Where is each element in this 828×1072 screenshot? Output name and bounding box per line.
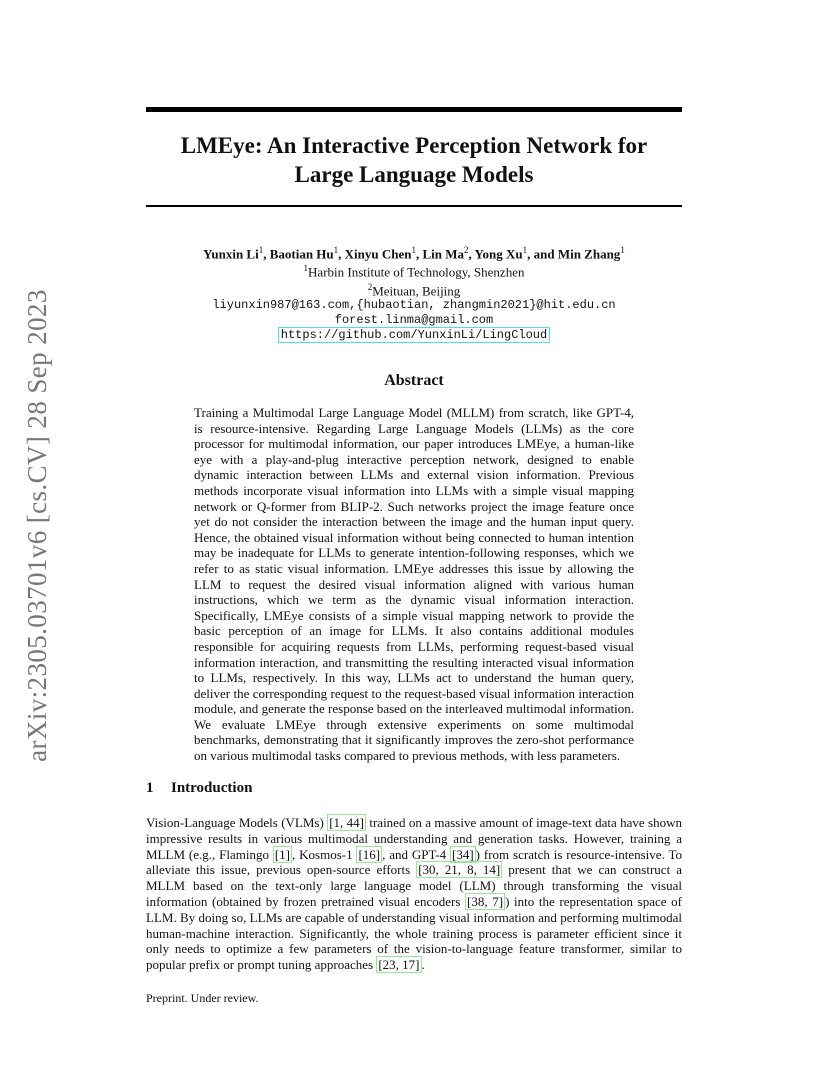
- author-affiliation-mark: 1: [620, 245, 625, 255]
- body-text: ) from scratch is resource-intensive. To alleviate this issue, previous open-source efforts: [146, 846, 682, 878]
- section-number: 1: [146, 780, 154, 796]
- body-text: , and GPT-4: [382, 846, 450, 862]
- author-affiliation-mark: 1: [333, 245, 339, 255]
- author-name: Lin Ma: [422, 246, 465, 262]
- author-name: Xinyu Chen: [344, 246, 412, 262]
- footer-note: Preprint. Under review.: [146, 991, 259, 1005]
- citation-link[interactable]: [1, 44]: [329, 815, 364, 830]
- author-separator: ,: [468, 246, 475, 262]
- section-heading-introduction: [146, 780, 252, 797]
- author-name: Min Zhang: [557, 246, 621, 262]
- arxiv-identifier: arXiv:2305.03701v6 [cs.CV] 28 Sep 2023: [21, 288, 52, 762]
- author-block: [146, 243, 682, 343]
- author-list: [146, 243, 682, 261]
- body-text: Vision-Language Models (VLMs): [146, 815, 328, 830]
- author-affiliation-mark: 1: [411, 245, 416, 255]
- affiliation-mark: 1: [303, 263, 309, 274]
- author-affiliation-mark: 2: [464, 245, 469, 255]
- author-affiliation-mark: 1: [258, 245, 264, 255]
- author-emails: liyunxin987@163.com,{hubaotian, zhangmin2021}@hit.edu.cn: [212, 297, 616, 312]
- body-text: ) into the representation space of LLM. By doing so, LLMs are capable of understanding visual information and performing multimodal human-machine interaction. Significantly, the whole training process is parameter efficient since it only needs to optimize a few parameters of the vision-to-language feature transformer, similar to popular prefix or prompt tuning approaches: [146, 893, 682, 973]
- affiliation-text: Meituan, Beijing: [372, 282, 461, 298]
- body-text: trained on a massive amount of image-text data have shown impressive results in various multimodal understanding and generation tasks. However, training a MLLM (e.g., Flamingo: [146, 815, 682, 862]
- abstract-text: Training a Multimodal Large Language Model (MLLM) from scratch, like GPT-4, is resource-intensive. Regarding Large Language Models (LLMs) as the core processor for multimodal information, our paper introduces LMEye, a human-like eye with a play-and-plug interactive perception network, designed to enable dynamic interaction between LLMs and external vision information. Previous methods incorporate visual information into LLMs with a simple visual mapping network or Q-former from BLIP-2. Such networks project the image feature once yet do not consider the interaction between the image and the human input query. Hence, the obtained visual information without being connected to human intention may be inadequate for LLMs to generate intention-following responses, which we refer to as static visual information. LMEye addresses this issue by allowing the LLM to request the desired visual information aligned with various human instructions, which we term as the dynamic visual information interaction. Specifically, LMEye consists of a simple visual mapping network to provide the basic perception of an image for LLMs. It also contains additional modules responsible for acquiring requests from LLMs, performing request-based visual information interaction, and transmitting the resulting interacted visual information to LLMs, respectively. In this way, LLMs act to understand the human query, deliver the corresponding request to the request-based visual information interaction module, and generate the response based on the interleaved multimodal information. We evaluate LMEye through extensive experiments on some multimodal benchmarks, demonstrating that it significantly improves the zero-shot performance on various multimodal tasks compared to previous methods, with less parameters.: [194, 405, 634, 764]
- citation-link[interactable]: [38, 7]: [467, 893, 504, 909]
- affiliation-text: Harbin Institute of Technology, Shenzhen: [308, 264, 525, 280]
- author-separator: ,: [415, 246, 423, 262]
- citation-link[interactable]: [1]: [274, 846, 290, 862]
- title-bottom-rule: [146, 205, 682, 207]
- title-top-rule: [146, 107, 682, 112]
- citation-link[interactable]: [16]: [358, 846, 381, 862]
- author-name: Yong Xu: [474, 246, 523, 262]
- citation-link[interactable]: [30, 21, 8, 14]: [418, 862, 501, 878]
- author-name: Baotian Hu: [269, 246, 334, 262]
- affiliation-mark: 2: [367, 281, 373, 292]
- title-line-2: Large Language Models: [294, 162, 534, 187]
- abstract-heading: Abstract: [384, 372, 444, 389]
- introduction-paragraph: [146, 815, 682, 973]
- affiliation-1: [146, 261, 682, 279]
- title-line-1: LMEye: An Interactive Perception Network for: [180, 133, 648, 158]
- author-email-2: forest.linma@gmail.com: [334, 312, 494, 327]
- paper-title: [146, 131, 682, 189]
- author-separator: ,: [263, 246, 270, 262]
- body-text: present that we can construct a MLLM based on the text-only large language model (LLM) through transforming the visual information (obtained by frozen pretrained visual encoders: [146, 862, 682, 909]
- arxiv-sidebar: [22, 290, 52, 760]
- author-separator: ,: [338, 246, 345, 262]
- body-text: , Kosmos-1: [292, 846, 357, 862]
- citation-link[interactable]: [23, 17]: [378, 957, 420, 973]
- affiliation-2: [146, 280, 682, 298]
- citation-link[interactable]: [34]: [452, 846, 474, 862]
- section-title: Introduction: [171, 780, 253, 796]
- author-affiliation-mark: 1: [522, 245, 528, 255]
- body-text: .: [421, 957, 425, 973]
- author-separator: , and: [527, 246, 558, 262]
- project-url-link[interactable]: https://github.com/YunxinLi/LingCloud: [278, 327, 550, 343]
- author-name: Yunxin Li: [203, 246, 259, 262]
